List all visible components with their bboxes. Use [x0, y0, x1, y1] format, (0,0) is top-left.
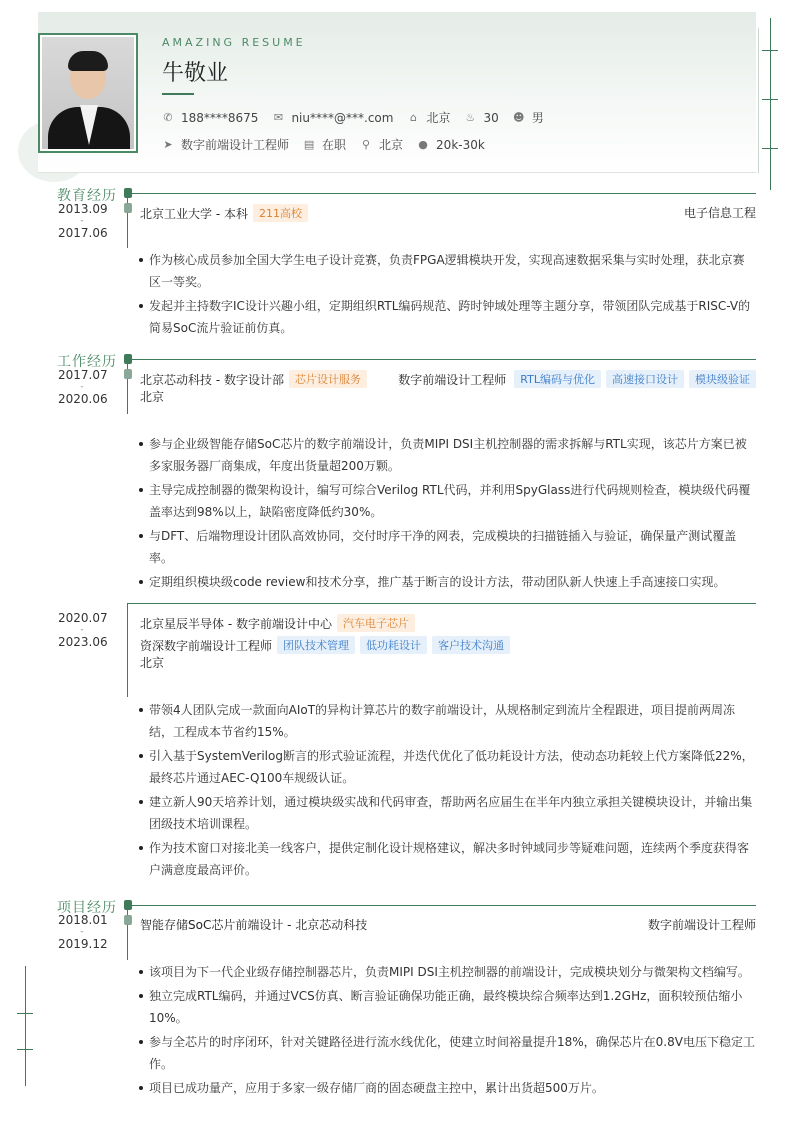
list-item: 主导完成控制器的微架构设计，编写可综合Verilog RTL代码，并利用SpyGlass进行代码规则检查，模块级代码覆盖率达到98%以上，缺陷密度降低约30%。 — [138, 479, 756, 523]
date-separator: - — [80, 625, 84, 635]
date-separator: - — [80, 382, 84, 392]
work1-company-row — [140, 370, 367, 388]
phone-item — [162, 111, 258, 125]
skill-tag: 团队技术管理 — [277, 636, 355, 654]
work2-position-row — [140, 636, 510, 654]
list-item: 作为技术窗口对接北美一线客户，提供定制化设计规格建议，解决多时钟域同步等疑难问题，连续两个季度获得客户满意度最高评价。 — [138, 837, 756, 881]
skill-tag: 高速接口设计 — [606, 370, 684, 388]
timeline-dot — [124, 203, 132, 213]
name-underline — [162, 93, 194, 95]
list-item: 建立新人90天培养计划，通过模块级实战和代码审查，帮助两名应届生在半年内独立承担关键模块设计，并输出集团级技术培训课程。 — [138, 791, 756, 835]
timeline-dot — [124, 369, 132, 379]
timeline-dot — [124, 915, 132, 925]
work2-bullets — [138, 699, 756, 883]
timeline-line-work-2 — [127, 603, 128, 697]
decor-tick-right-1 — [762, 50, 778, 51]
coin-icon: ● — [418, 138, 428, 151]
age-item — [464, 111, 498, 125]
list-item: 定期组织模块级code review和技术分享，推广基于断言的设计方法，带动团队新人快速上手高速接口实现。 — [138, 571, 756, 593]
work1-company-tag: 芯片设计服务 — [289, 370, 367, 388]
edu-start-date: 2013.09 — [58, 202, 108, 216]
email-value: niu****@***.com — [291, 110, 394, 125]
list-item: 与DFT、后端物理设计团队高效协同，交付时序干净的网表，完成模块的扫描链插入与验证，确保量产测试覆盖率。 — [138, 525, 756, 569]
section-line-work — [132, 359, 756, 360]
status-item — [303, 136, 346, 153]
work1-start-date: 2017.07 — [58, 368, 108, 382]
edu-bullets — [138, 249, 756, 341]
decor-tick-left-1 — [17, 1013, 33, 1014]
location-pin-icon: ⚲ — [362, 138, 371, 151]
decor-tick-right-2 — [762, 99, 778, 100]
city-value: 北京 — [379, 138, 404, 152]
work1-end-date: 2020.06 — [58, 392, 108, 406]
list-item: 引入基于SystemVerilog断言的形式验证流程，并迭代优化了低功耗设计方法，使动态功耗较上代方案降低22%，最终芯片通过AEC-Q100车规级认证。 — [138, 745, 756, 789]
work2-end-date: 2023.06 — [58, 635, 108, 649]
work2-position: 资深数字前端设计工程师 — [140, 638, 273, 653]
profile-photo — [38, 33, 138, 153]
section-line-education — [132, 193, 756, 194]
section-marker-work — [124, 354, 132, 364]
salary-item — [417, 138, 485, 152]
skill-tag: 低功耗设计 — [360, 636, 427, 654]
date-separator: - — [80, 927, 84, 937]
work1-position: 数字前端设计工程师 — [398, 372, 507, 387]
edu-major: 电子信息工程 — [683, 206, 756, 220]
city-item — [360, 136, 403, 153]
proj-start-date: 2018.01 — [58, 913, 108, 927]
work2-company: 北京星辰半导体 - 数字前端设计中心 — [140, 616, 332, 631]
work2-company-tag: 汽车电子芯片 — [337, 614, 415, 632]
phone-value: 188****8675 — [181, 110, 259, 125]
status-value: 在职 — [322, 138, 347, 152]
list-item: 项目已成功量产，应用于多家一级存储厂商的固态硬盘主控中，累计出货超500万片。 — [138, 1077, 756, 1099]
date-separator: - — [80, 216, 84, 226]
phone-icon: ✆ — [163, 111, 173, 124]
skill-tag: RTL编码与优化 — [514, 370, 601, 388]
list-item: 参与企业级智能存储SoC芯片的数字前端设计，负责MIPI DSI主机控制器的需求拆解与RTL实现，该芯片方案已被多家服务器厂商集成，年度出货量超200万颗。 — [138, 433, 756, 477]
job-intent-row — [162, 136, 499, 153]
age-value: 30 — [483, 110, 499, 125]
edu-school-row — [140, 204, 308, 222]
header-bottom-line — [38, 172, 756, 173]
email-item — [272, 111, 393, 125]
list-item: 独立完成RTL编码，并通过VCS仿真、断言验证确保功能正确，最终模块综合频率达到1.2GHz，面积较预估缩小10%。 — [138, 985, 756, 1029]
work2-company-row — [140, 614, 415, 632]
list-item: 带领4人团队完成一款面向AIoT的异构计算芯片的数字前端设计，从规格制定到流片全程跟进，项目提前两周冻结，工程成本节省约15%。 — [138, 699, 756, 743]
contact-row — [162, 109, 558, 126]
decor-tick-right-3 — [762, 148, 778, 149]
send-icon: ➤ — [163, 138, 173, 151]
home-icon: ⌂ — [409, 111, 417, 124]
hometown-item — [407, 109, 450, 126]
skill-tag: 客户技术沟通 — [432, 636, 510, 654]
decor-line-left-vertical — [25, 966, 26, 1086]
decor-line-right-inner — [758, 28, 759, 173]
edu-school: 北京工业大学 - 本科 — [140, 206, 248, 221]
gender-item — [513, 109, 544, 126]
list-item: 发起并主持数字IC设计兴趣小组，定期组织RTL编码规范、跨时钟域处理等主题分享，带领团队完成基于RISC-V的简易SoC流片验证前仿真。 — [138, 295, 756, 339]
target-job-item — [162, 136, 289, 153]
work1-company: 北京芯动科技 - 数字设计部 — [140, 372, 284, 387]
edu-end-date: 2017.06 — [58, 226, 108, 240]
resume-tagline: AMAZING RESUME — [162, 36, 306, 49]
section-title-projects: 项目经历 — [57, 900, 117, 916]
candidate-name: 牛敬业 — [162, 61, 229, 86]
proj-end-date: 2019.12 — [58, 937, 108, 951]
proj-role: 数字前端设计工程师 — [647, 918, 756, 932]
edu-school-tag: 211高校 — [253, 204, 308, 222]
section-title-work: 工作经历 — [57, 354, 117, 370]
list-item: 参与全芯片的时序闭环，针对关键路径进行流水线优化，使建立时间裕量提升18%，确保芯片在0.8V电压下稳定工作。 — [138, 1031, 756, 1075]
cake-icon: ♨ — [465, 111, 476, 124]
section-marker-projects — [124, 900, 132, 910]
skill-tag: 模块级验证 — [689, 370, 756, 388]
list-item: 该项目为下一代企业级存储控制器芯片，负责MIPI DSI主机控制器的前端设计，完成模块划分与微架构文档编写。 — [138, 961, 756, 983]
target-job-value: 数字前端设计工程师 — [181, 138, 290, 152]
section-title-education: 教育经历 — [57, 188, 117, 204]
briefcase-icon: ▤ — [303, 138, 315, 151]
work1-bullets — [138, 433, 756, 595]
decor-line-right-vertical — [770, 18, 771, 190]
work1-city: 北京 — [140, 390, 165, 404]
section-marker-education — [124, 188, 132, 198]
proj-bullets — [138, 961, 756, 1101]
work2-top-line — [128, 603, 756, 604]
smile-icon: ☻ — [513, 111, 525, 124]
section-line-projects — [132, 905, 756, 906]
work2-city: 北京 — [140, 656, 165, 670]
gender-value: 男 — [531, 111, 544, 125]
list-item: 作为核心成员参加全国大学生电子设计竞赛，负责FPGA逻辑模块开发，实现高速数据采集与实时处理，获北京赛区一等奖。 — [138, 249, 756, 293]
mail-icon: ✉ — [273, 111, 284, 124]
decor-tick-left-2 — [17, 1049, 33, 1050]
proj-name: 智能存储SoC芯片前端设计 - 北京芯动科技 — [140, 918, 368, 932]
salary-value: 20k-30k — [436, 137, 485, 152]
hometown-value: 北京 — [426, 111, 451, 125]
work1-position-row — [398, 370, 756, 388]
work2-start-date: 2020.07 — [58, 611, 108, 625]
